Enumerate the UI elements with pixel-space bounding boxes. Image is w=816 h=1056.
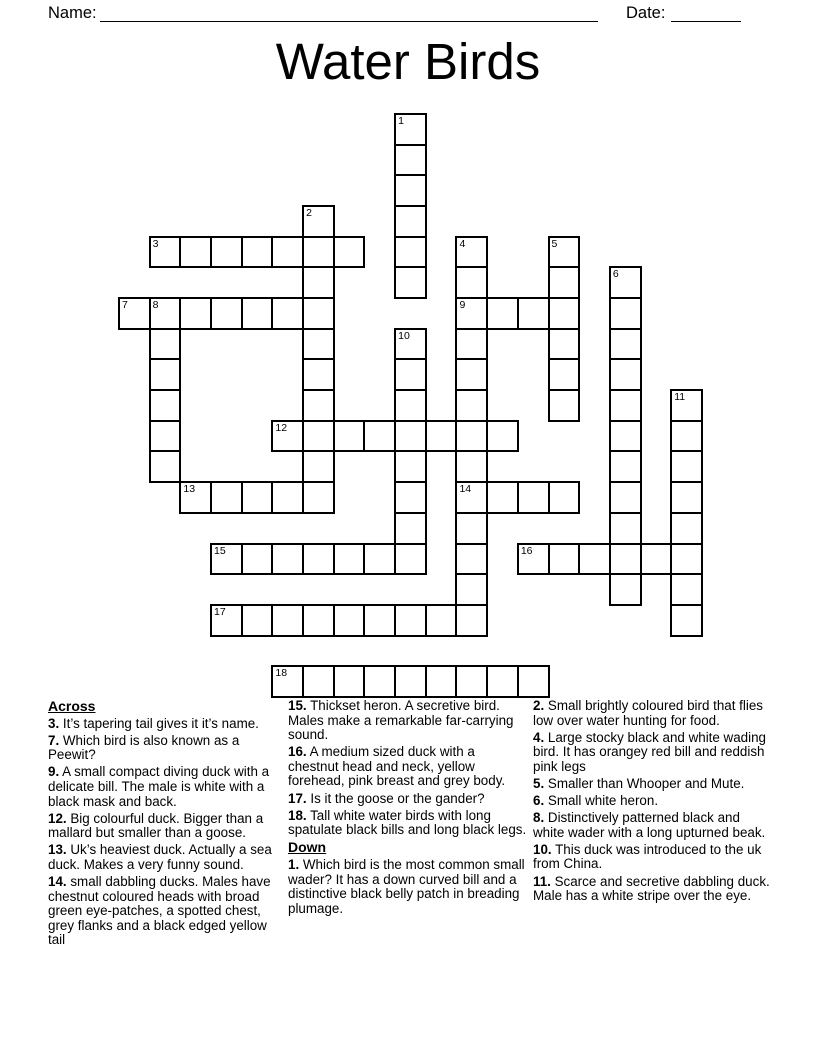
grid-cell-number: 18 [275, 667, 288, 680]
clue-header-down: Down [288, 839, 327, 856]
grid-cell[interactable] [455, 665, 488, 698]
grid-cell[interactable] [548, 266, 581, 299]
clue-text: Large stocky black and white wading bird. It has orangey red bill and reddish pink legs [533, 729, 766, 774]
clue-item [288, 699, 527, 743]
grid-cell[interactable] [670, 420, 703, 453]
grid-cell[interactable] [394, 604, 427, 637]
grid-cell-number: 4 [459, 237, 466, 250]
grid-cell[interactable] [333, 420, 366, 453]
clue-number: 8. [533, 810, 545, 826]
clue-text: Big colourful duck. Bigger than a mallard but smaller than a goose. [48, 810, 264, 841]
grid-cell[interactable] [241, 297, 274, 330]
grid-cell[interactable] [394, 358, 427, 391]
grid-cell[interactable] [394, 420, 427, 453]
grid-cell[interactable] [548, 481, 581, 514]
grid-cell[interactable] [363, 543, 396, 576]
grid-cell[interactable] [455, 358, 488, 391]
clue-text: Smaller than Whooper and Mute. [544, 775, 745, 791]
grid-cell[interactable] [179, 297, 212, 330]
clue-item [533, 699, 772, 728]
grid-cell[interactable] [210, 297, 243, 330]
grid-cell[interactable] [640, 543, 673, 576]
clue-number: 5. [533, 775, 545, 791]
grid-cell[interactable] [333, 543, 366, 576]
grid-cell[interactable] [271, 297, 304, 330]
grid-cell[interactable] [302, 236, 335, 269]
grid-cell[interactable] [517, 297, 550, 330]
grid-cell[interactable] [333, 236, 366, 269]
grid-cell[interactable] [517, 665, 550, 698]
clue-item [48, 765, 287, 809]
grid-cell[interactable] [455, 604, 488, 637]
grid-cell[interactable] [609, 543, 642, 576]
clue-text: A small compact diving duck with a delicate bill. The male is white with a black mask and back. [48, 764, 270, 809]
clue-item [48, 812, 287, 841]
grid-cell[interactable] [670, 512, 703, 545]
page-title: Water Birds [275, 33, 541, 90]
grid-cell[interactable] [271, 665, 304, 698]
grid-cell[interactable] [149, 236, 182, 269]
grid-cell[interactable] [548, 358, 581, 391]
grid-cell[interactable] [670, 450, 703, 483]
grid-cell[interactable] [210, 481, 243, 514]
grid-cell[interactable] [455, 236, 488, 269]
grid-cell[interactable] [455, 389, 488, 422]
grid-cell[interactable] [548, 236, 581, 269]
grid-cell[interactable] [302, 543, 335, 576]
clue-number: 10. [533, 841, 552, 857]
clue-header-across: Across [48, 698, 96, 714]
grid-cell[interactable] [670, 604, 703, 637]
grid-cell[interactable] [578, 543, 611, 576]
clue-column-right [533, 699, 772, 906]
grid-cell[interactable] [609, 266, 642, 299]
clue-item [48, 717, 287, 732]
grid-cell[interactable] [455, 481, 488, 514]
grid-cell[interactable] [425, 665, 458, 698]
grid-cell[interactable] [670, 481, 703, 514]
clue-number: 11. [533, 873, 551, 889]
grid-cell-number: 17 [214, 605, 226, 618]
grid-cell[interactable] [302, 205, 335, 238]
grid-cell[interactable] [455, 420, 488, 453]
clue-item [533, 794, 772, 809]
grid-cell[interactable] [394, 512, 427, 545]
clue-number: 18. [288, 807, 307, 823]
grid-cell[interactable] [548, 328, 581, 361]
grid-cell-number: 5 [551, 237, 558, 250]
clue-item [288, 858, 527, 916]
clue-item [533, 875, 772, 904]
grid-cell[interactable] [363, 604, 396, 637]
clue-text: Scarce and secretive dabbling duck. Male has a white stripe over the eye. [533, 873, 770, 904]
grid-cell-number: 16 [520, 544, 533, 557]
grid-cell[interactable] [609, 297, 642, 330]
clue-text: Small brightly coloured bird that flies low over water hunting for food. [533, 698, 763, 728]
date-label: Date: [626, 4, 666, 22]
grid-cell[interactable] [455, 573, 488, 606]
grid-cell[interactable] [670, 389, 703, 422]
grid-cell-number: 7 [122, 299, 128, 312]
grid-cell[interactable] [179, 236, 212, 269]
clue-item [48, 843, 287, 872]
grid-cell[interactable] [149, 420, 182, 453]
clue-number: 13. [48, 842, 67, 858]
clue-text: small dabbling ducks. Males have chestnut coloured heads with broad green eye-patches, a spotted chest, grey flanks and a black edged yellow tail [48, 874, 271, 948]
grid-cell-number: 10 [398, 329, 410, 342]
clue-number: 15. [288, 698, 307, 713]
clue-item [533, 731, 772, 775]
clue-number: 17. [288, 790, 307, 806]
grid-cell-number: 3 [152, 237, 159, 250]
clue-text: A medium sized duck with a chestnut head and neck, yellow forehead, pink breast and grey body. [288, 744, 506, 789]
clue-number: 3. [48, 715, 60, 731]
grid-cell[interactable] [394, 389, 427, 422]
grid-cell[interactable] [302, 665, 335, 698]
grid-cell[interactable] [609, 358, 642, 391]
grid-cell[interactable] [394, 481, 427, 514]
grid-cell[interactable] [118, 297, 151, 330]
grid-cell[interactable] [548, 389, 581, 422]
grid-cell[interactable] [333, 604, 366, 637]
grid-cell[interactable] [394, 174, 427, 207]
grid-cell[interactable] [455, 266, 488, 299]
grid-cell[interactable] [241, 236, 274, 269]
grid-cell[interactable] [455, 297, 488, 330]
clue-item [533, 777, 772, 792]
clue-item [533, 843, 772, 872]
grid-cell[interactable] [394, 266, 427, 299]
grid-cell[interactable] [609, 450, 642, 483]
clue-text: Tall white water birds with long spatulate black bills and long black legs. [288, 807, 527, 838]
clue-number: 9. [48, 764, 60, 780]
grid-cell[interactable] [302, 481, 335, 514]
grid-cell[interactable] [241, 481, 274, 514]
grid-cell[interactable] [363, 665, 396, 698]
grid-cell[interactable] [609, 420, 642, 453]
clue-item [288, 745, 527, 789]
clue-item [533, 811, 772, 840]
grid-cell[interactable] [333, 665, 366, 698]
clue-item [48, 875, 287, 948]
grid-cell[interactable] [394, 543, 427, 576]
clue-item [288, 809, 527, 838]
grid-cell[interactable] [302, 450, 335, 483]
clue-item [48, 734, 287, 763]
grid-cell[interactable] [302, 297, 335, 330]
grid-cell[interactable] [271, 236, 304, 269]
grid-cell[interactable] [609, 512, 642, 545]
grid-cell[interactable] [149, 328, 182, 361]
grid-cell[interactable] [302, 328, 335, 361]
clue-text: This duck was introduced to the uk from China. [533, 841, 762, 872]
grid-cell-number: 9 [459, 299, 466, 312]
grid-cell[interactable] [179, 481, 212, 514]
grid-cell[interactable] [394, 144, 427, 177]
clue-number: 12. [48, 810, 67, 826]
grid-cell[interactable] [394, 328, 427, 361]
clue-text: Small white heron. [544, 793, 659, 809]
grid-cell[interactable] [302, 389, 335, 422]
grid-cell[interactable] [149, 389, 182, 422]
grid-cell-number: 11 [674, 391, 686, 404]
grid-cell[interactable] [302, 420, 335, 453]
grid-cell-number: 13 [183, 483, 196, 496]
grid-cell[interactable] [455, 543, 488, 576]
name-label: Name: [48, 4, 97, 22]
grid-cell-number: 15 [214, 544, 226, 557]
grid-cell[interactable] [455, 450, 488, 483]
grid-cell[interactable] [394, 113, 427, 146]
grid-cell[interactable] [548, 297, 581, 330]
clue-item [288, 792, 527, 807]
grid-cell[interactable] [670, 543, 703, 576]
clue-text: Which bird is the most common small wader? It has a down curved bill and a distinctive black belly patch in breading plumage. [288, 856, 525, 916]
grid-cell[interactable] [517, 481, 550, 514]
grid-cell-number: 1 [398, 115, 404, 127]
grid-cell[interactable] [425, 604, 458, 637]
grid-cell[interactable] [149, 450, 182, 483]
clue-text: Is it the goose or the gander? [306, 790, 485, 806]
clue-text: It’s tapering tail gives it it’s name. [59, 715, 259, 731]
grid-cell[interactable] [455, 512, 488, 545]
clue-number: 4. [533, 729, 545, 745]
grid-cell-number: 2 [306, 207, 312, 220]
clue-column-left [48, 699, 287, 951]
grid-cell[interactable] [302, 266, 335, 299]
clue-text: Which bird is also known as a Peewit? [48, 732, 240, 763]
grid-cell-number: 12 [275, 421, 288, 434]
grid-cell[interactable] [670, 573, 703, 606]
clue-text: Uk’s heaviest duck. Actually a sea duck. Makes a very funny sound. [48, 842, 272, 872]
grid-cell[interactable] [486, 420, 519, 453]
grid-cell[interactable] [210, 543, 243, 576]
grid-cell[interactable] [210, 604, 243, 637]
grid-cell[interactable] [548, 543, 581, 576]
grid-cell[interactable] [241, 604, 274, 637]
grid-cell[interactable] [609, 481, 642, 514]
grid-cell[interactable] [271, 604, 304, 637]
grid-cell[interactable] [394, 665, 427, 698]
clue-number: 6. [533, 793, 545, 809]
grid-cell[interactable] [486, 297, 519, 330]
grid-cell[interactable] [363, 420, 396, 453]
grid-cell[interactable] [149, 297, 182, 330]
grid-cell[interactable] [394, 205, 427, 238]
grid-cell[interactable] [149, 358, 182, 391]
grid-cell[interactable] [609, 389, 642, 422]
clue-number: 7. [48, 732, 60, 748]
grid-cell[interactable] [210, 236, 243, 269]
grid-cell-number: 6 [612, 268, 619, 281]
clue-column-middle [288, 699, 527, 919]
grid-cell[interactable] [394, 450, 427, 483]
grid-cell[interactable] [271, 543, 304, 576]
grid-cell-number: 8 [152, 299, 159, 312]
grid-cell[interactable] [271, 481, 304, 514]
grid-cell[interactable] [609, 573, 642, 606]
clue-text: Thickset heron. A secretive bird. Males make a remarkable far-carrying sound. [288, 698, 514, 743]
grid-cell[interactable] [517, 543, 550, 576]
clue-text: Distinctively patterned black and white wader with a long upturned beak. [533, 810, 766, 840]
clue-number: 2. [533, 698, 545, 713]
clue-number: 1. [288, 856, 300, 872]
grid-cell[interactable] [394, 236, 427, 269]
grid-cell[interactable] [609, 328, 642, 361]
grid-cell[interactable] [302, 604, 335, 637]
grid-cell[interactable] [425, 420, 458, 453]
grid-cell[interactable] [302, 358, 335, 391]
clue-number: 14. [48, 874, 67, 890]
grid-cell-number: 14 [459, 483, 472, 496]
grid-cell[interactable] [271, 420, 304, 453]
grid-cell[interactable] [241, 543, 274, 576]
grid-cell[interactable] [486, 665, 519, 698]
clue-number: 16. [288, 744, 307, 760]
grid-cell[interactable] [486, 481, 519, 514]
grid-cell[interactable] [455, 328, 488, 361]
